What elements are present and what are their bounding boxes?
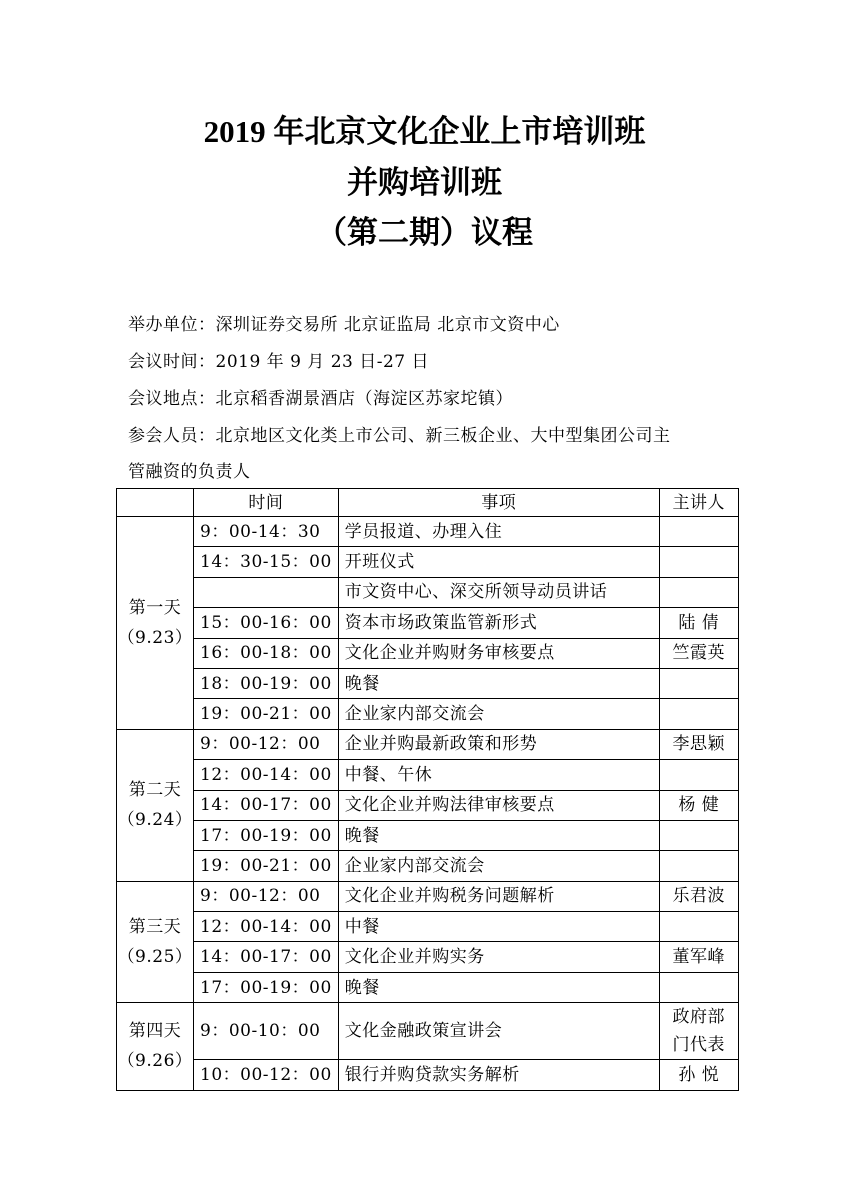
row-item: 开班仪式	[338, 547, 659, 577]
table-header-row	[117, 489, 739, 517]
row-speaker	[659, 668, 738, 698]
row-item: 文化企业并购财务审核要点	[338, 638, 659, 668]
row-time: 15：00-16：00	[194, 608, 339, 638]
row-time: 17：00-19：00	[194, 972, 339, 1002]
row-time	[194, 577, 339, 607]
row-time: 14：00-17：00	[194, 790, 339, 820]
header-day	[117, 489, 194, 517]
row-item: 文化企业并购法律审核要点	[338, 790, 659, 820]
row-speaker: 乐君波	[659, 881, 738, 911]
table-row	[117, 668, 739, 698]
row-item: 中餐、午休	[338, 760, 659, 790]
table-row	[117, 729, 739, 759]
attendees-line-cont: 管融资的负责人	[128, 462, 251, 482]
row-speaker	[659, 851, 738, 881]
page-subtitle: 并购培训班	[347, 165, 502, 200]
day-label: 第三天（9.25）	[117, 881, 194, 1003]
day-label: 第四天（9.26）	[117, 1003, 194, 1090]
table-row	[117, 1003, 739, 1060]
row-item: 中餐	[338, 912, 659, 942]
table-row	[117, 851, 739, 881]
row-item: 企业并购最新政策和形势	[338, 729, 659, 759]
table-row	[117, 608, 739, 638]
venue-line: 会议地点：北京稻香湖景酒店（海淀区苏家坨镇）	[128, 389, 513, 409]
row-speaker	[659, 820, 738, 850]
table-row	[117, 1060, 739, 1090]
row-time: 9：00-14：30	[194, 517, 339, 547]
row-time: 19：00-21：00	[194, 851, 339, 881]
row-item: 文化金融政策宣讲会	[338, 1003, 659, 1060]
table-row	[117, 912, 739, 942]
row-item: 学员报道、办理入住	[338, 517, 659, 547]
table-row	[117, 790, 739, 820]
table-row	[117, 517, 739, 547]
header-time: 时间	[194, 489, 339, 517]
table-row	[117, 942, 739, 972]
row-speaker	[659, 760, 738, 790]
table-row	[117, 820, 739, 850]
row-item: 晚餐	[338, 820, 659, 850]
table-row	[117, 577, 739, 607]
page-subtitle-session: （第二期）议程	[316, 215, 533, 250]
row-time: 18：00-19：00	[194, 668, 339, 698]
row-speaker: 李思颖	[659, 729, 738, 759]
table-row	[117, 760, 739, 790]
time-line: 会议时间：2019 年 9 月 23 日-27 日	[128, 352, 430, 372]
row-item: 晚餐	[338, 972, 659, 1002]
row-speaker	[659, 912, 738, 942]
row-item: 银行并购贷款实务解析	[338, 1060, 659, 1090]
row-time: 12：00-14：00	[194, 912, 339, 942]
day-label: 第二天（9.24）	[117, 729, 194, 881]
table-row	[117, 881, 739, 911]
row-speaker: 杨 健	[659, 790, 738, 820]
row-time: 19：00-21：00	[194, 699, 339, 729]
row-speaker: 政府部门代表	[659, 1003, 738, 1060]
page-title: 2019 年北京文化企业上市培训班	[203, 114, 646, 149]
row-speaker	[659, 547, 738, 577]
table-row	[117, 972, 739, 1002]
row-speaker: 董军峰	[659, 942, 738, 972]
table-row	[117, 547, 739, 577]
row-speaker: 陆 倩	[659, 608, 738, 638]
row-time: 14：00-17：00	[194, 942, 339, 972]
header-speaker: 主讲人	[659, 489, 738, 517]
row-item: 企业家内部交流会	[338, 699, 659, 729]
organizer-line: 举办单位：深圳证券交易所 北京证监局 北京市文资中心	[128, 315, 560, 335]
row-item: 文化企业并购实务	[338, 942, 659, 972]
attendees-line: 参会人员：北京地区文化类上市公司、新三板企业、大中型集团公司主	[128, 426, 671, 446]
agenda-table	[116, 488, 739, 1091]
row-speaker	[659, 699, 738, 729]
row-speaker: 竺霞英	[659, 638, 738, 668]
header-item: 事项	[338, 489, 659, 517]
row-item: 资本市场政策监管新形式	[338, 608, 659, 638]
day-label: 第一天（9.23）	[117, 517, 194, 730]
row-time: 9：00-12：00	[194, 729, 339, 759]
row-time: 10：00-12：00	[194, 1060, 339, 1090]
row-time: 16：00-18：00	[194, 638, 339, 668]
row-speaker: 孙 悦	[659, 1060, 738, 1090]
row-item: 企业家内部交流会	[338, 851, 659, 881]
row-item: 市文资中心、深交所领导动员讲话	[338, 577, 659, 607]
row-item: 晚餐	[338, 668, 659, 698]
row-time: 9：00-12：00	[194, 881, 339, 911]
row-time: 9：00-10：00	[194, 1003, 339, 1060]
table-row	[117, 638, 739, 668]
table-row	[117, 699, 739, 729]
row-time: 12：00-14：00	[194, 760, 339, 790]
row-time: 17：00-19：00	[194, 820, 339, 850]
row-speaker	[659, 577, 738, 607]
row-speaker	[659, 972, 738, 1002]
row-speaker	[659, 517, 738, 547]
row-item: 文化企业并购税务问题解析	[338, 881, 659, 911]
row-time: 14：30-15：00	[194, 547, 339, 577]
